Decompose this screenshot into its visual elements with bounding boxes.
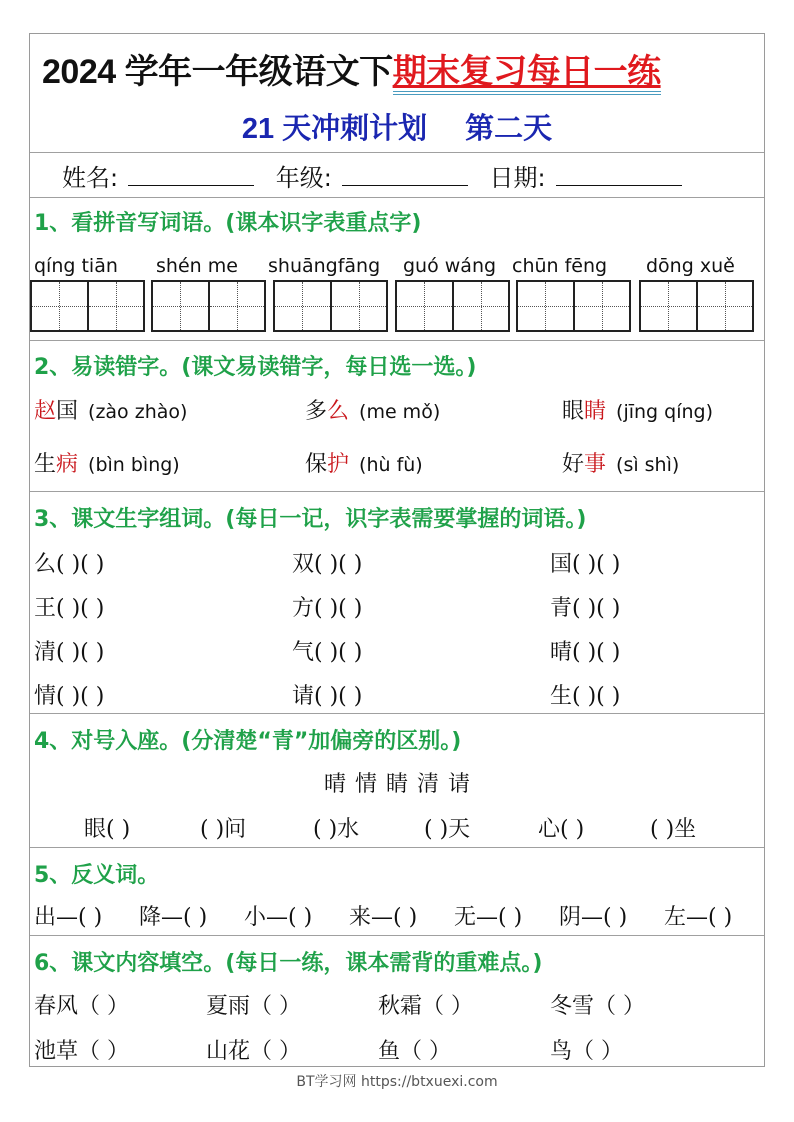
section-3-title: 3、课文生字组词。(每日一记，识字表需要掌握的词语。) (34, 507, 587, 532)
pinyin-5: chūn fēng (512, 255, 608, 277)
pinyin-options: (bìn bìng) (88, 454, 180, 476)
highlight-char: 病 (56, 452, 79, 477)
divider (30, 847, 764, 848)
name-field[interactable] (62, 158, 254, 193)
writing-grid-6[interactable] (639, 280, 754, 332)
text-fill-item[interactable]: 鸟（ ） (550, 1039, 623, 1064)
word-bank: 晴 情 睛 清 请 (324, 772, 470, 797)
worksheet (29, 33, 765, 1067)
highlight-char: 护 (327, 452, 350, 477)
divider (30, 491, 764, 492)
word-building-item[interactable]: 国( )( ) (550, 552, 621, 577)
misread-item-1[interactable]: 赵国 (zào zhào) (34, 399, 188, 424)
highlight-char: 赵 (34, 399, 57, 424)
fill-item-1[interactable]: 眼( ) (84, 817, 131, 842)
word-building-item[interactable]: 双( )( ) (292, 552, 363, 577)
text-fill-item[interactable]: 山花（ ） (206, 1039, 301, 1064)
subtitle-day: 第二天 (465, 113, 553, 145)
antonym-item-7[interactable]: 左—( ) (664, 905, 733, 930)
pinyin-4: guó wáng (403, 255, 497, 277)
pinyin-1: qíng tiān (34, 255, 118, 277)
section-5-title: 5、反义词。 (34, 863, 160, 888)
antonym-item-2[interactable]: 降—( ) (139, 905, 208, 930)
writing-grid-5[interactable] (516, 280, 631, 332)
word-building-item[interactable]: 方( )( ) (292, 596, 363, 621)
section-1-title: 1、看拼音写词语。(课本识字表重点字) (34, 211, 422, 236)
antonym-item-5[interactable]: 无—( ) (454, 905, 523, 930)
antonym-item-1[interactable]: 出—( ) (34, 905, 103, 930)
pinyin-options: (jīng qíng) (616, 401, 713, 423)
text-fill-item[interactable]: 池草（ ） (34, 1039, 129, 1064)
highlight-char: 事 (584, 452, 607, 477)
pinyin-6: dōng xuě (646, 255, 735, 277)
text-fill-item[interactable]: 鱼（ ） (378, 1039, 451, 1064)
fill-item-5[interactable]: 心( ) (538, 817, 585, 842)
misread-item-6[interactable]: 好事 (sì shì) (562, 452, 680, 477)
footer-watermark: BT学习网 https://btxuexi.com (296, 1074, 498, 1090)
pinyin-options: (sì shì) (616, 454, 680, 476)
text-fill-item[interactable]: 冬雪（ ） (550, 994, 645, 1019)
fill-item-6[interactable]: ( )坐 (650, 817, 697, 842)
divider (30, 197, 764, 198)
grade-field[interactable] (276, 158, 468, 193)
fill-item-3[interactable]: ( )水 (313, 817, 360, 842)
pinyin-options: (zào zhào) (88, 401, 188, 423)
antonym-item-4[interactable]: 来—( ) (349, 905, 418, 930)
word-building-item[interactable]: 气( )( ) (292, 640, 363, 665)
misread-item-2[interactable]: 多么 (me mǒ) (305, 399, 441, 424)
pinyin-2: shén me (156, 255, 238, 277)
misread-item-4[interactable]: 生病 (bìn bìng) (34, 452, 180, 477)
divider (30, 340, 764, 341)
misread-item-3[interactable]: 眼睛 (jīng qíng) (562, 399, 713, 424)
name-label: 姓名: (62, 164, 119, 192)
antonym-item-3[interactable]: 小—( ) (244, 905, 313, 930)
grade-blank[interactable] (342, 165, 468, 186)
word-building-item[interactable]: 请( )( ) (292, 684, 363, 709)
section-4-title: 4、对号入座。(分清楚“青”加偏旁的区别。) (34, 729, 462, 754)
text-fill-item[interactable]: 夏雨（ ） (206, 994, 301, 1019)
section-6-title: 6、课文内容填空。(每日一练，课本需背的重难点。) (34, 951, 543, 976)
writing-grid-2[interactable] (151, 280, 266, 332)
student-info-row (62, 158, 696, 193)
word-building-item[interactable]: 青( )( ) (550, 596, 621, 621)
divider (30, 935, 764, 936)
highlight-char: 么 (327, 399, 350, 424)
date-label: 日期: (489, 164, 546, 192)
writing-grid-1[interactable] (30, 280, 145, 332)
fill-item-4[interactable]: ( )天 (424, 817, 471, 842)
text-fill-item[interactable]: 秋霜（ ） (378, 994, 473, 1019)
title-black: 2024 学年一年级语文下 (42, 53, 393, 91)
word-building-item[interactable]: 情( )( ) (34, 684, 105, 709)
pinyin-options: (hù fù) (359, 454, 423, 476)
writing-grid-3[interactable] (273, 280, 388, 332)
word-building-item[interactable]: 晴( )( ) (550, 640, 621, 665)
name-blank[interactable] (128, 165, 254, 186)
worksheet-subtitle (30, 106, 764, 147)
divider (30, 713, 764, 714)
word-building-item[interactable]: 王( )( ) (34, 596, 105, 621)
word-building-item[interactable]: 清( )( ) (34, 640, 105, 665)
highlight-char: 睛 (584, 399, 607, 424)
pinyin-options: (me mǒ) (359, 401, 441, 423)
word-building-item[interactable]: 么( )( ) (34, 552, 105, 577)
divider (30, 152, 764, 153)
section-2-title: 2、易读错字。(课文易读错字，每日选一选。) (34, 355, 477, 380)
writing-grid-4[interactable] (395, 280, 510, 332)
title-red-highlight: 期末复习每日一练 (393, 53, 661, 95)
antonym-item-6[interactable]: 阴—( ) (559, 905, 628, 930)
pinyin-3: shuāngfāng (268, 255, 381, 277)
date-field[interactable] (489, 158, 681, 193)
worksheet-title (42, 44, 661, 93)
date-blank[interactable] (556, 165, 682, 186)
subtitle-plan: 21 天冲刺计划 (241, 113, 428, 145)
text-fill-item[interactable]: 春风（ ） (34, 994, 129, 1019)
grade-label: 年级: (275, 164, 332, 192)
misread-item-5[interactable]: 保护 (hù fù) (305, 452, 423, 477)
fill-item-2[interactable]: ( )问 (200, 817, 247, 842)
word-building-item[interactable]: 生( )( ) (550, 684, 621, 709)
